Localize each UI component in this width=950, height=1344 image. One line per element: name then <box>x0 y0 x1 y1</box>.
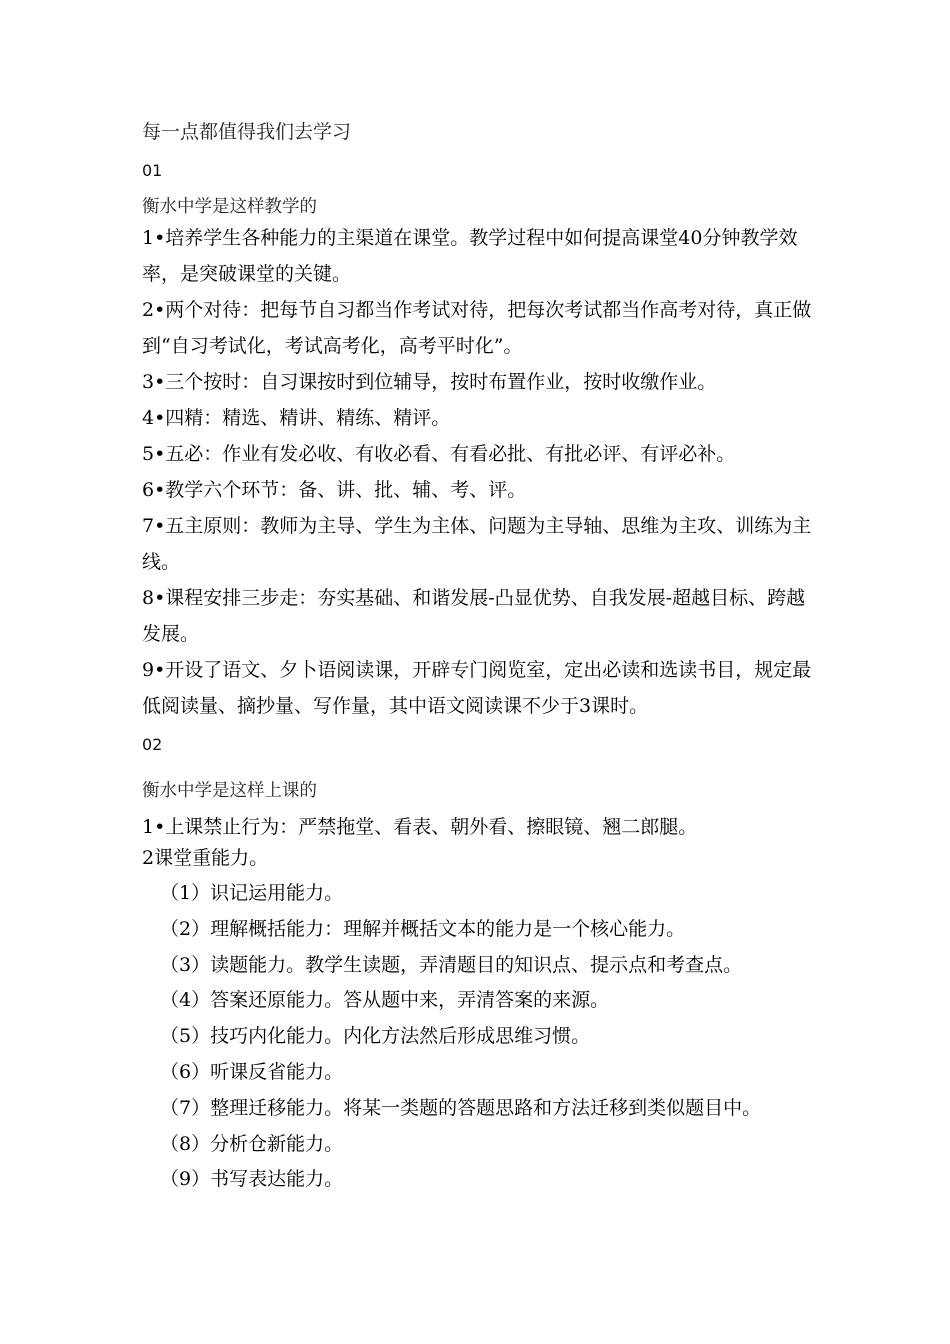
section-1-list <box>142 220 822 724</box>
ability-list <box>160 876 840 1198</box>
list-item: 4•四精：精选、精讲、精练、精评。 <box>142 407 451 429</box>
ability-item: （6）听课反省能力。 <box>160 1060 344 1083</box>
list-item: 6•教学六个环节：备、讲、批、辅、考、评。 <box>142 479 527 501</box>
section-1-number: 01 <box>142 161 163 180</box>
ability-item: （4）答案还原能力。答从题中来，弄清答案的来源。 <box>160 989 610 1012</box>
ability-item: （2）理解概括能力：理解并概括文本的能力是一个核心能力。 <box>160 917 686 940</box>
ability-item: （3）读题能力。教学生读题，弄清题目的知识点、提示点和考查点。 <box>160 953 743 976</box>
list-item: 9•开设了语文、夕卜语阅读课，开辟专门阅览室，定出必读和选读书目，规定最低阅读量、摘抄量、写作量，其中语文阅读课不少于3课时。 <box>142 659 812 717</box>
list-item: 8•课程安排三步走：夯实基础、和谐发展-凸显优势、自我发展-超越目标、跨越发展。 <box>142 587 806 645</box>
ability-item: （9）书写表达能力。 <box>160 1168 344 1191</box>
list-item: 5•五必：作业有发必收、有收必看、有看必批、有批必评、有评必补。 <box>142 443 736 465</box>
section-2-item-2: 2课堂重能力。 <box>142 847 269 869</box>
ability-item: （5）技巧内化能力。内化方法然后形成思维习惯。 <box>160 1025 591 1048</box>
section-2-item-1: 1•上课禁止行为：严禁拖堂、看表、朝外看、擦眼镜、翘二郎腿。 <box>142 816 698 838</box>
intro-line: 每一点都值得我们去学习 <box>142 121 352 143</box>
ability-item: （8）分析仓新能力。 <box>160 1132 344 1155</box>
ability-item: （7）整理迁移能力。将某一类题的答题思路和方法迁移到类似题目中。 <box>160 1096 762 1119</box>
list-item: 2•两个对待：把每节自习都当作考试对待，把每次考试都当作高考对待，真正做到“自习考试化，考试高考化，高考平时化”。 <box>142 299 812 357</box>
section-2-title: 衡水中学是这样上课的 <box>142 781 317 801</box>
list-item: 1•培养学生各种能力的主渠道在课堂。教学过程中如何提高课堂40分钟教学效率，是突破课堂的关键。 <box>142 227 798 285</box>
ability-item: （1）识记运用能力。 <box>160 882 344 904</box>
section-1-title: 衡水中学是这样教学的 <box>142 197 317 217</box>
list-item: 7•五主原则：教师为主导、学生为主体、问题为主导轴、思维为主攻、训练为主线。 <box>142 515 812 573</box>
section-2-number: 02 <box>142 735 163 754</box>
list-item: 3•三个按时：自习课按时到位辅导，按时布置作业，按时收缴作业。 <box>142 371 717 393</box>
